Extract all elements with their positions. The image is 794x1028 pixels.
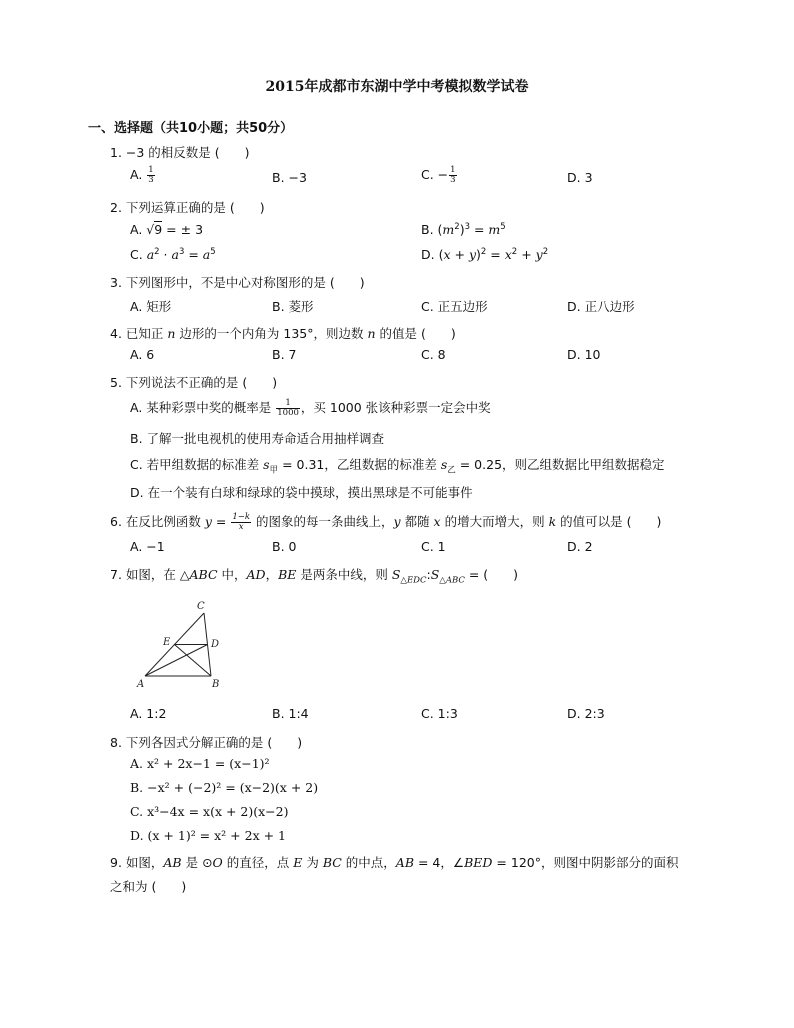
q5-option-a: A. 某种彩票中奖的概率是 $\frac{1}{1000}$ ，买 1000 张该种彩票一定会中奖 [130,398,491,418]
q2-option-d: D. $(x + y)^2 = x^2 + y^2$ [421,247,549,263]
q8-option-b: B. −x² + (−2)² = (x−2)(x + 2) [130,780,319,795]
median-ad [145,645,208,677]
q4-option-a: A. 6 [130,347,155,362]
label-b: B [212,679,220,690]
q5-option-d: D. 在一个装有白球和绿球的袋中摸球，摸出黑球是不可能事件 [130,485,473,500]
q1-option-c: C. − $\frac{1}{3}$ [421,165,456,185]
q7-option-a: A. 1:2 [130,706,167,721]
page-title: 2015年成都市东湖中学中考模拟数学试卷 [265,79,529,95]
q7-option-d: D. 2:3 [567,706,605,721]
q3-option-d: D. 正八边形 [567,299,635,314]
q5-option-c: C. 若甲组数据的标准差 $s_甲 = 0.31$，乙组数据的标准差 $s_乙 = 0.25$，则乙组数据比甲组数据稳定 [130,457,665,476]
label-d: D [211,639,220,650]
question-4: 4. 已知正 n 边形的一个内角为 135°，则边数 n 的值是 ( ) [110,326,456,341]
q2-option-a: A. √9 = ± 3 [130,222,204,237]
q6-option-c: C. 1 [421,539,446,554]
question-7: 7. 如图，在 △ABC 中，AD，BE 是两条中线，则 $S_{\triangle EDC}:S_{\triangle ABC}$ = ( ) [110,567,519,586]
section-heading: 一、选择题（共10小题；共50分） [88,121,294,136]
q8-option-a: A. x² + 2x−1 = (x−1)² [130,756,270,771]
question-6: 6. 在反比例函数 y = $\frac{1-k}{x}$ 的图象的每一条曲线上，y 都随 x 的增大而增大，则 k 的值可以是 ( ) [110,512,662,532]
q3-option-b: B. 菱形 [272,299,314,314]
q7-option-c: C. 1:3 [421,706,458,721]
q6-option-a: A. −1 [130,539,165,554]
question-9: 9. 如图，AB 是 ⊙O 的直径，点 E 为 BC 的中点，AB = 4，∠BED = 120°，则图中阴影部分的面积 [110,855,679,870]
q4-option-c: C. 8 [421,347,446,362]
label-e: E [163,637,171,648]
triangle-figure [135,595,235,690]
q3-option-c: C. 正五边形 [421,299,488,314]
question-9-continued: 之和为 ( ) [110,879,187,894]
q1-option-b: B. −3 [272,170,307,185]
q6-option-d: D. 2 [567,539,593,554]
question-8: 8. 下列各因式分解正确的是 ( ) [110,735,303,750]
median-be [175,645,212,677]
label-a: A [137,679,145,690]
q4-option-b: B. 7 [272,347,297,362]
q4-option-d: D. 10 [567,347,601,362]
q7-option-b: B. 1:4 [272,706,309,721]
q8-option-d: D. (x + 1)² = x² + 2x + 1 [130,828,286,843]
q5-option-b: B. 了解一批电视机的使用寿命适合用抽样调查 [130,431,385,446]
question-3: 3. 下列图形中，不是中心对称图形的是 ( ) [110,275,365,290]
q1-option-d: D. 3 [567,170,593,185]
q8-option-c: C. x³−4x = x(x + 2)(x−2) [130,804,289,819]
q6-option-b: B. 0 [272,539,297,554]
question-2: 2. 下列运算正确的是 ( ) [110,200,265,215]
question-1: 1. −3 的相反数是 ( ) [110,145,250,160]
q3-option-a: A. 矩形 [130,299,172,314]
q2-option-b: B. $(m^2)^3 = m^5$ [421,222,506,238]
q1-option-a: A. $\frac{1}{3}$ [130,165,154,185]
label-c: C [197,601,205,612]
q2-option-c: C. $a^2 \cdot a^3 = a^5$ [130,247,216,263]
question-5: 5. 下列说法不正确的是 ( ) [110,375,278,390]
